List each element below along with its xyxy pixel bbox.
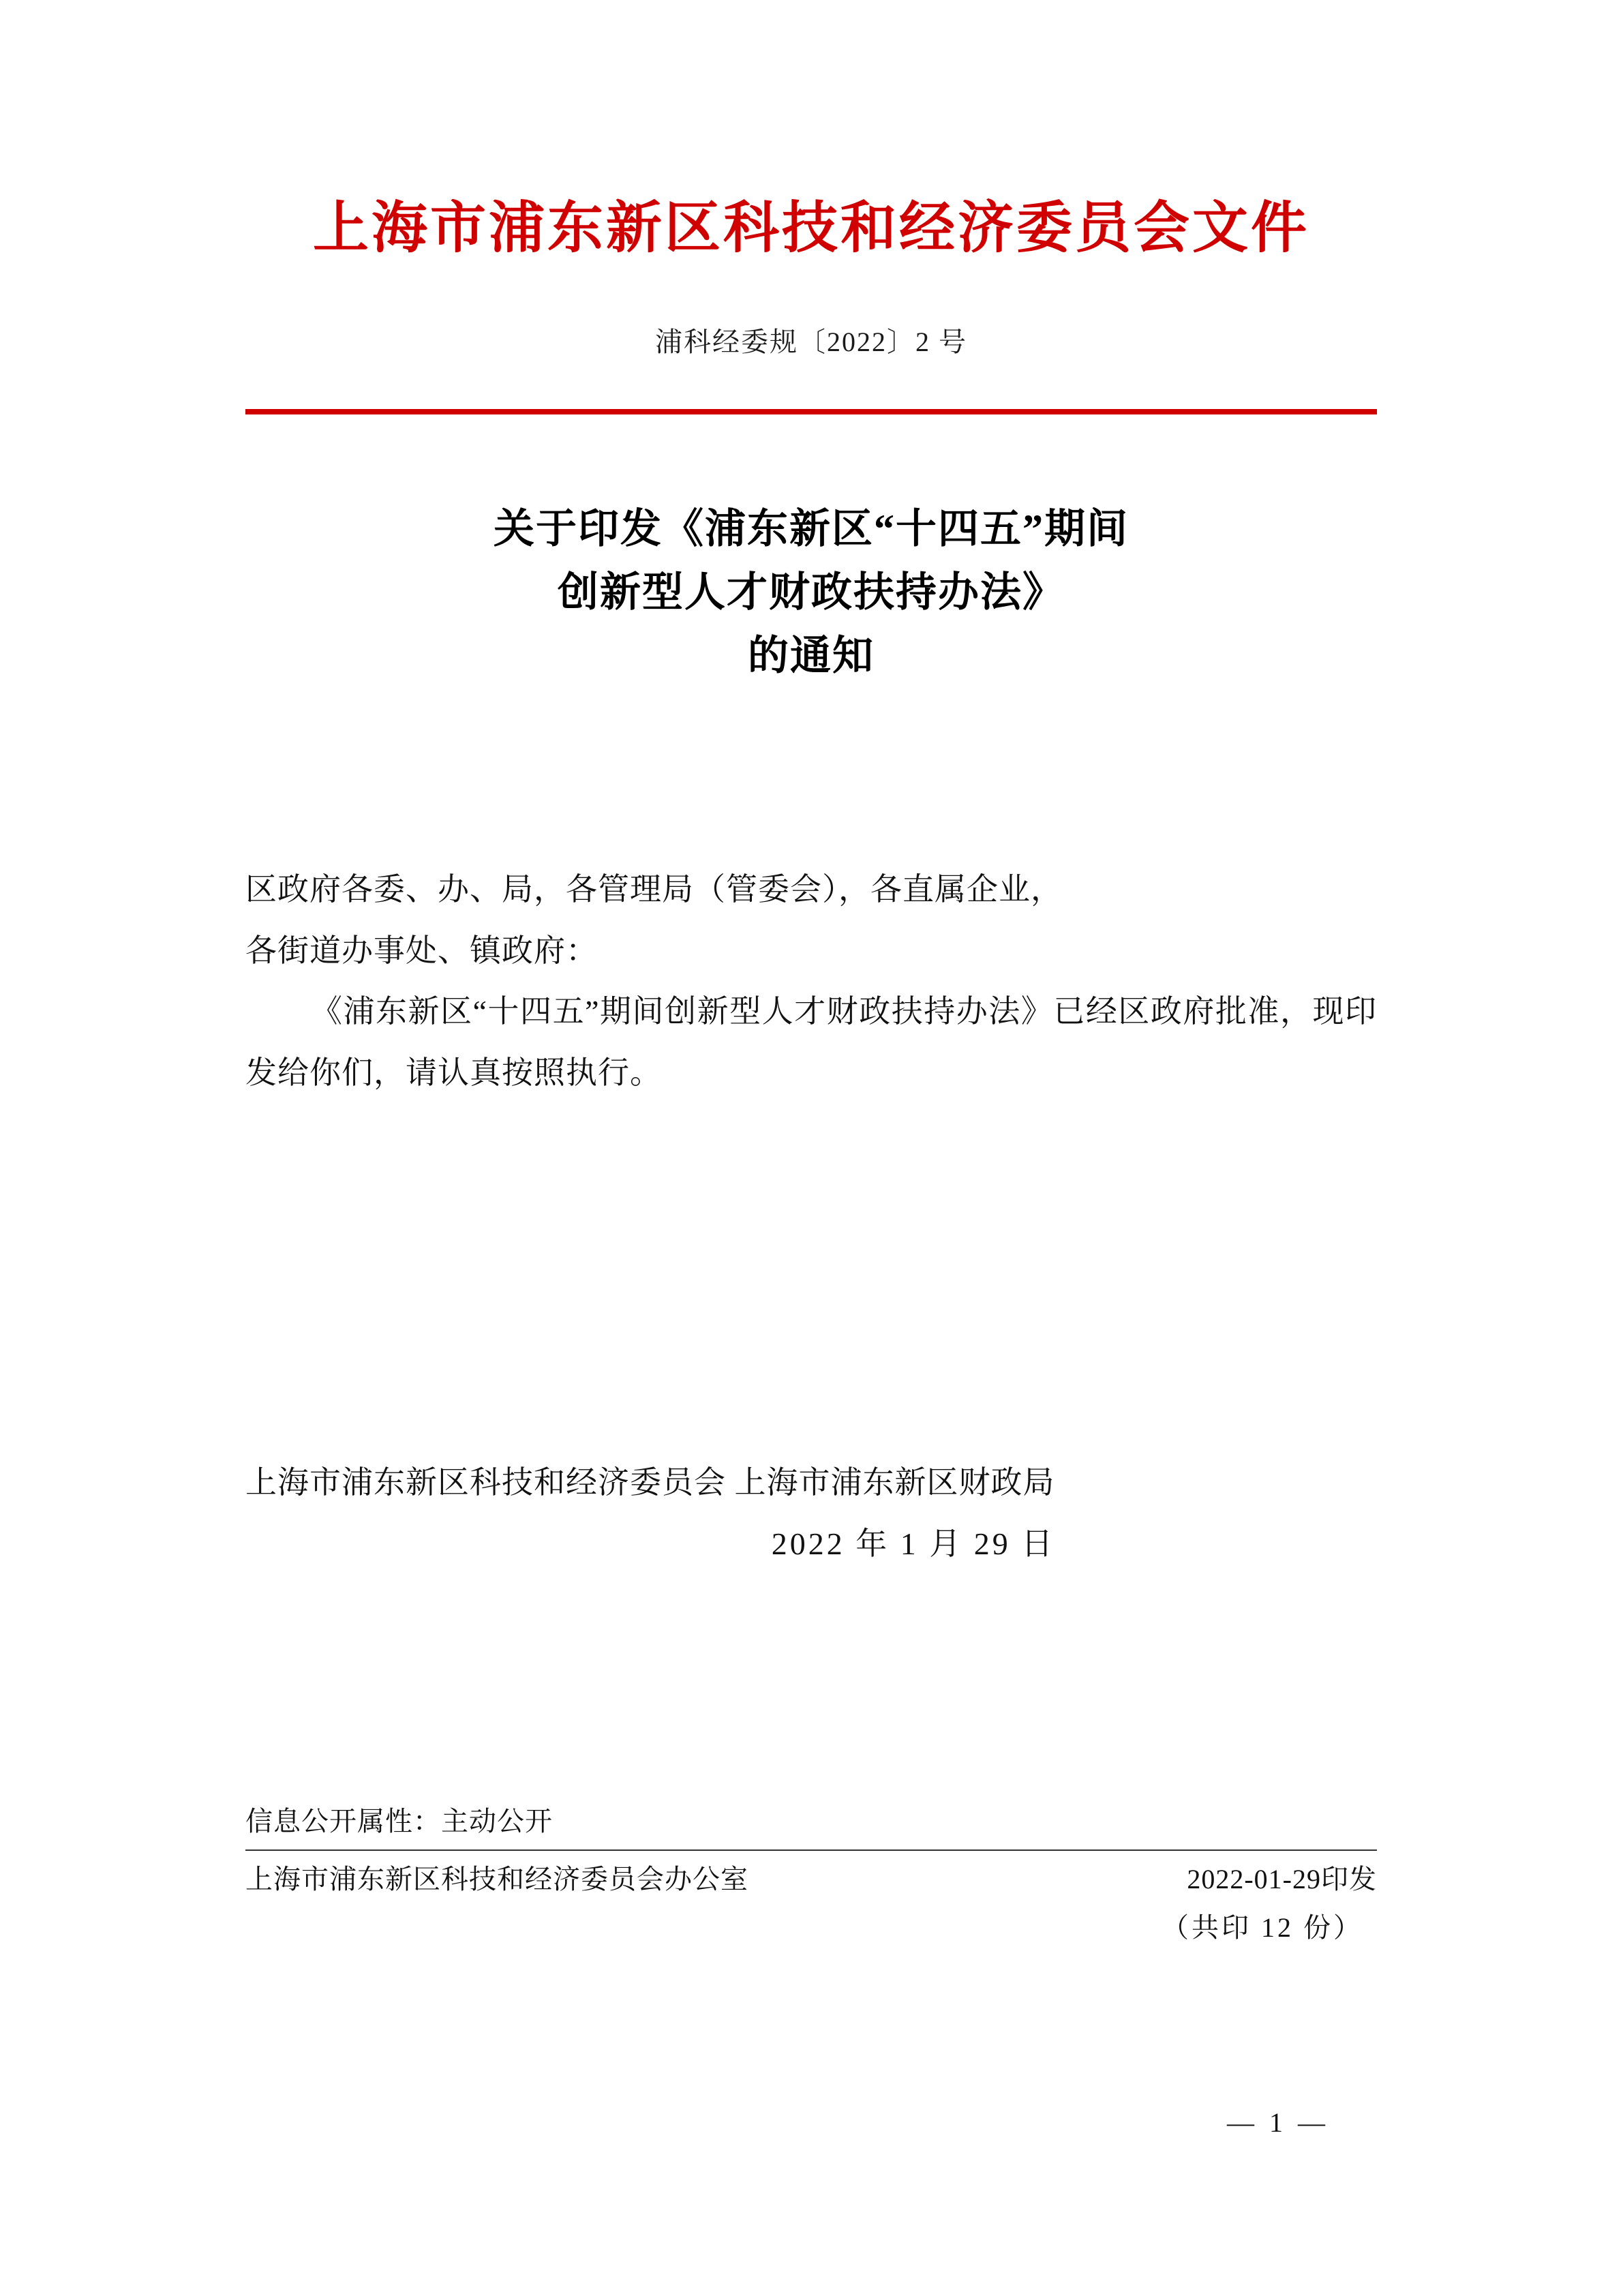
red-divider-rule (245, 409, 1377, 414)
document-number: 浦科经委规〔2022〕2 号 (655, 327, 967, 357)
print-date: 2022-01-29印发 (1187, 1864, 1377, 1894)
footer-divider-rule (245, 1849, 1377, 1851)
footer-row (245, 1858, 1377, 1897)
title-line-2: 创新型人才财政扶持办法》 (558, 570, 1065, 615)
page-number: — 1 — (1227, 2107, 1329, 2138)
body-paragraph-1: 《浦东新区“十四五”期间创新型人才财政扶持办法》已经区政府批准，现印发给你们，请认真按照执行。 (245, 994, 1377, 1091)
signature-organizations: 上海市浦东新区科技和经济委员会 上海市浦东新区财政局 (245, 1465, 1055, 1500)
masthead (245, 198, 1377, 259)
document-footer (245, 1800, 1377, 1945)
document-body (245, 859, 1377, 1104)
addressee-line-2: 各街道办事处、镇政府： (245, 933, 598, 968)
disclosure-attribute: 信息公开属性：主动公开 (245, 1806, 553, 1837)
issuing-office: 上海市浦东新区科技和经济委员会办公室 (245, 1864, 748, 1894)
page-content (245, 0, 1377, 2296)
addressee-line-1: 区政府各委、办、局，各管理局（管委会），各直属企业， (245, 872, 1063, 907)
masthead-title: 上海市浦东新区科技和经济委员会文件 (312, 197, 1309, 259)
signature-date: 2022 年 1 月 29 日 (771, 1526, 1056, 1561)
title-line-1: 关于印发《浦东新区“十四五”期间 (494, 507, 1129, 552)
print-copies: （共印 12 份） (1162, 1912, 1363, 1943)
title-line-3: 的通知 (748, 633, 875, 678)
page-title (245, 498, 1377, 688)
signature-block (245, 1452, 1377, 1574)
